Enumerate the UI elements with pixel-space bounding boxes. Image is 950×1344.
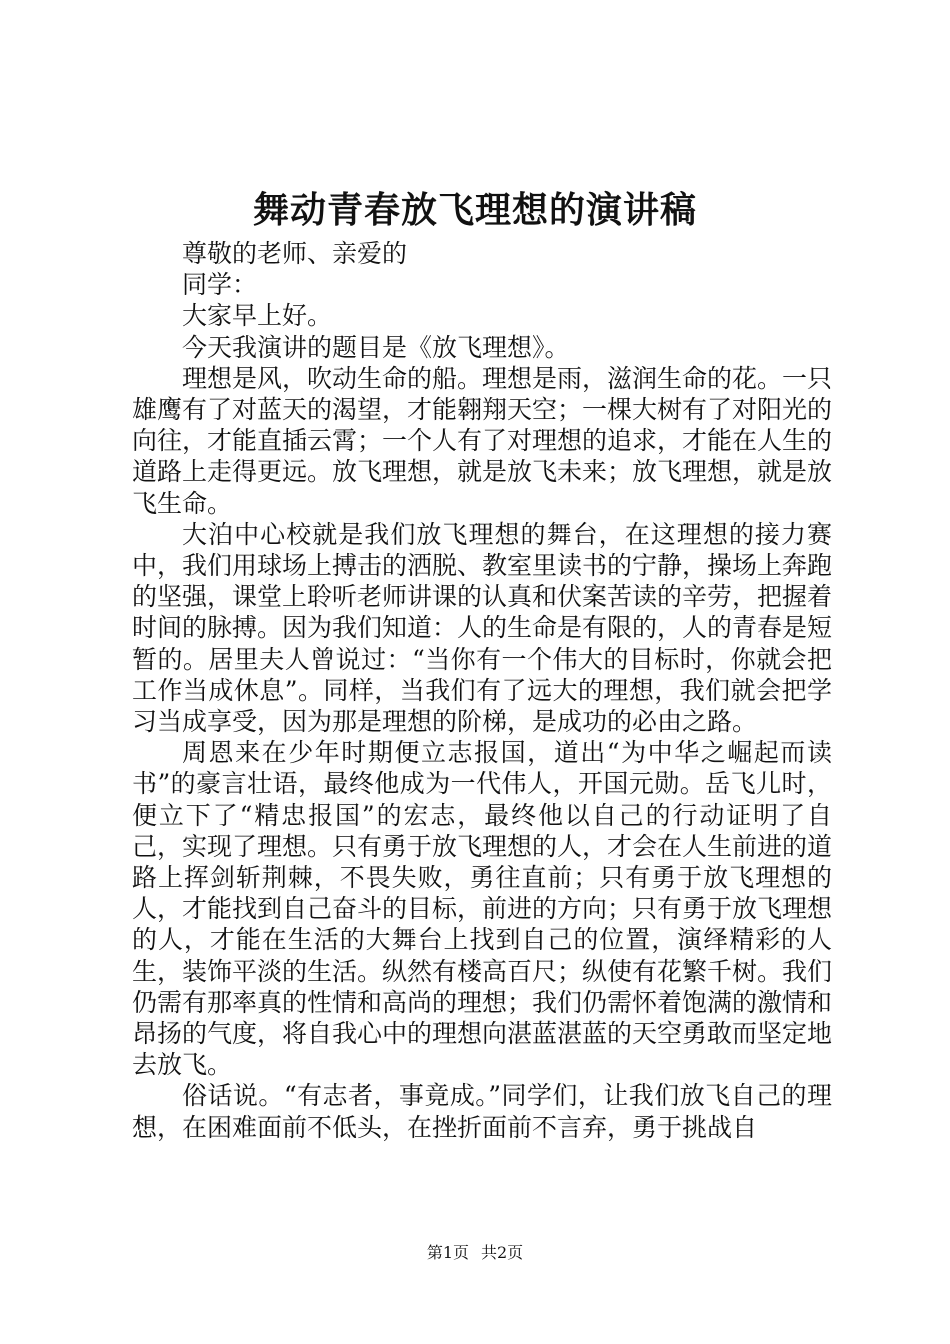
paragraph-good-morning: 大家早上好。 bbox=[182, 301, 333, 331]
paragraph-greeting: 尊敬的老师、亲爱的 bbox=[182, 239, 408, 268]
paragraph-1: 理想是风，吹动生命的船。理想是雨，滋润生命的花。一只雄鹰有了对蓝天的渴望，才能翱翔天空；一棵大树有了对阳光的向往，才能直插云霄；一个人有了对理想的追求，才能在人生的道路上走得更远。放飞理想，就是放飞未来；放飞理想，就是放飞生命。 bbox=[132, 363, 833, 518]
paragraph-4: 俗话说。“有志者，事竟成。”同学们，让我们放飞自己的理想，在困难面前不低头，在挫折面前不言弃，勇于挑战自 bbox=[132, 1081, 832, 1142]
document-body bbox=[132, 238, 832, 1143]
paragraph-3: 周恩来在少年时期便立志报国，道出“为中华之崛起而读书”的豪言壮语，最终他成为一代伟人，开国元勋。岳飞儿时，便立下了“精忠报国”的宏志，最终他以自己的行动证明了自己，实现了理想。只有勇于放飞理想的人，才会在人生前进的道路上挥剑斩荆棘，不畏失败，勇往直前；只有勇于放飞理想的人，才能找到自己奋斗的目标，前进的方向；只有勇于放飞理想的人，才能在生活的大舞台上找到自己的位置，演绎精彩的人生，装饰平淡的生活。纵然有楼高百尺；纵使有花繁千树。我们仍需有那率真的性情和高尚的理想；我们仍需怀着饱满的激情和昂扬的气度，将自我心中的理想向湛蓝湛蓝的天空勇敢而坚定地去放飞。 bbox=[132, 738, 833, 1080]
paragraph-topic: 今天我演讲的题目是《放飞理想》。 bbox=[182, 332, 570, 362]
paragraph-2: 大泊中心校就是我们放飞理想的舞台，在这理想的接力赛中，我们用球场上搏击的洒脱、教室里读书的宁静，操场上奔跑的坚强，课堂上聆听老师讲课的认真和伏案苦读的辛劳，把握着时间的脉搏。因为我们知道：人的生命是有限的，人的青春是短暂的。居里夫人曾说过：“当你有一个伟大的目标时，你就会把工作当成休息”。同样，当我们有了远大的理想，我们就会把学习当成享受，因为那是理想的阶梯，是成功的必由之路。 bbox=[132, 519, 833, 737]
paragraph-greeting-cont: 同学： bbox=[182, 270, 258, 300]
page-total: 共2页 bbox=[481, 1243, 524, 1262]
page-number: 第1页 bbox=[426, 1243, 469, 1262]
page-footer bbox=[0, 1242, 950, 1264]
document-title: 舞动青春放飞理想的演讲稿 bbox=[252, 189, 697, 231]
